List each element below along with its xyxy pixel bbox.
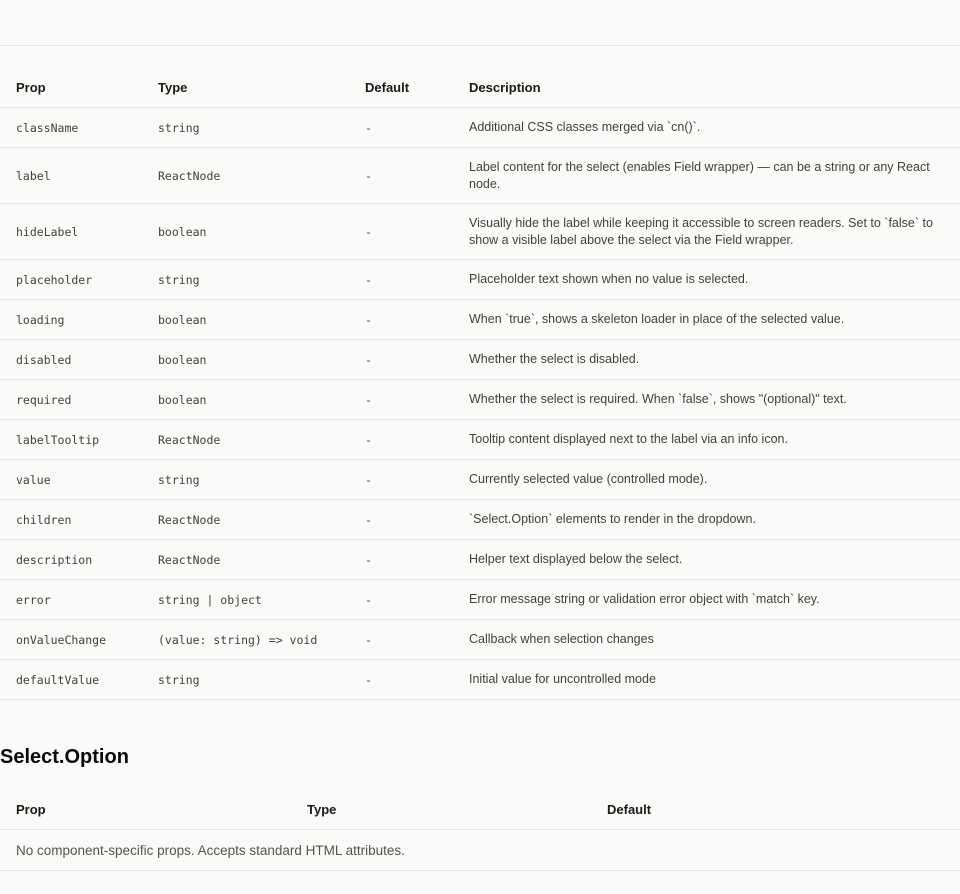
prop-description-cell: Tooltip content displayed next to the label via an info icon. [453,420,960,460]
prop-name-cell: required [0,380,142,420]
prop-default-cell: - [365,108,453,148]
prop-description-cell: Label content for the select (enables Field wrapper) — can be a string or any React node. [453,148,960,204]
prop-name-cell: onValueChange [0,620,142,660]
table-row [0,300,960,340]
prop-name-cell: className [0,108,142,148]
column-header-default: Default [591,789,960,830]
prop-name-cell: placeholder [0,260,142,300]
prop-description-cell: Whether the select is required. When `false`, shows "(optional)" text. [453,380,960,420]
column-header-prop: Prop [0,789,291,830]
prop-type-cell: string [142,660,365,700]
prop-default-cell: - [365,660,453,700]
table-row [0,148,960,204]
prop-default-cell: - [365,420,453,460]
prop-default-cell: - [365,620,453,660]
prop-type-cell: string [142,260,365,300]
prop-type-cell: ReactNode [142,420,365,460]
table-row [0,580,960,620]
table-row [0,204,960,260]
prop-name-cell: loading [0,300,142,340]
column-header-default: Default [365,67,453,108]
prop-name-cell: error [0,580,142,620]
top-bar [0,0,960,46]
prop-description-cell: Whether the select is disabled. [453,340,960,380]
column-header-type: Type [142,67,365,108]
table-row [0,420,960,460]
prop-default-cell: - [365,580,453,620]
prop-description-cell: When `true`, shows a skeleton loader in place of the selected value. [453,300,960,340]
table-row [0,540,960,580]
prop-name-cell: disabled [0,340,142,380]
prop-name-cell: hideLabel [0,204,142,260]
table-row [0,260,960,300]
prop-type-cell: ReactNode [142,500,365,540]
table-row [0,460,960,500]
prop-name-cell: defaultValue [0,660,142,700]
empty-message: No component-specific props. Accepts standard HTML attributes. [0,830,960,871]
select-option-header-row [0,789,960,830]
prop-default-cell: - [365,148,453,204]
prop-name-cell: labelTooltip [0,420,142,460]
prop-description-cell: Callback when selection changes [453,620,960,660]
section-heading-select-option: Select.Option [0,746,129,768]
prop-default-cell: - [365,340,453,380]
prop-default-cell: - [365,300,453,340]
prop-description-cell: Placeholder text shown when no value is selected. [453,260,960,300]
prop-name-cell: children [0,500,142,540]
table-row [0,830,960,871]
prop-type-cell: string | object [142,580,365,620]
prop-type-cell: (value: string) => void [142,620,365,660]
prop-description-cell: `Select.Option` elements to render in the dropdown. [453,500,960,540]
prop-default-cell: - [365,460,453,500]
prop-type-cell: ReactNode [142,540,365,580]
prop-description-cell: Initial value for uncontrolled mode [453,660,960,700]
table-row [0,380,960,420]
prop-description-cell: Visually hide the label while keeping it accessible to screen readers. Set to `false` to show a visible label above the select via the Field wrapper. [453,204,960,260]
props-table [0,67,960,700]
table-row [0,340,960,380]
prop-description-cell: Helper text displayed below the select. [453,540,960,580]
table-row [0,660,960,700]
column-header-prop: Prop [0,67,142,108]
prop-type-cell: boolean [142,380,365,420]
prop-default-cell: - [365,540,453,580]
prop-default-cell: - [365,380,453,420]
table-row [0,500,960,540]
prop-name-cell: label [0,148,142,204]
prop-type-cell: ReactNode [142,148,365,204]
prop-type-cell: boolean [142,204,365,260]
table-row [0,108,960,148]
prop-description-cell: Error message string or validation error object with `match` key. [453,580,960,620]
prop-name-cell: description [0,540,142,580]
prop-type-cell: boolean [142,300,365,340]
prop-type-cell: string [142,108,365,148]
prop-name-cell: value [0,460,142,500]
column-header-type: Type [291,789,591,830]
table-row [0,620,960,660]
prop-default-cell: - [365,260,453,300]
prop-description-cell: Currently selected value (controlled mode). [453,460,960,500]
prop-default-cell: - [365,204,453,260]
prop-default-cell: - [365,500,453,540]
column-header-description: Description [453,67,960,108]
select-option-props-table [0,789,960,871]
prop-description-cell: Additional CSS classes merged via `cn()`. [453,108,960,148]
props-table-header-row [0,67,960,108]
prop-type-cell: boolean [142,340,365,380]
prop-type-cell: string [142,460,365,500]
